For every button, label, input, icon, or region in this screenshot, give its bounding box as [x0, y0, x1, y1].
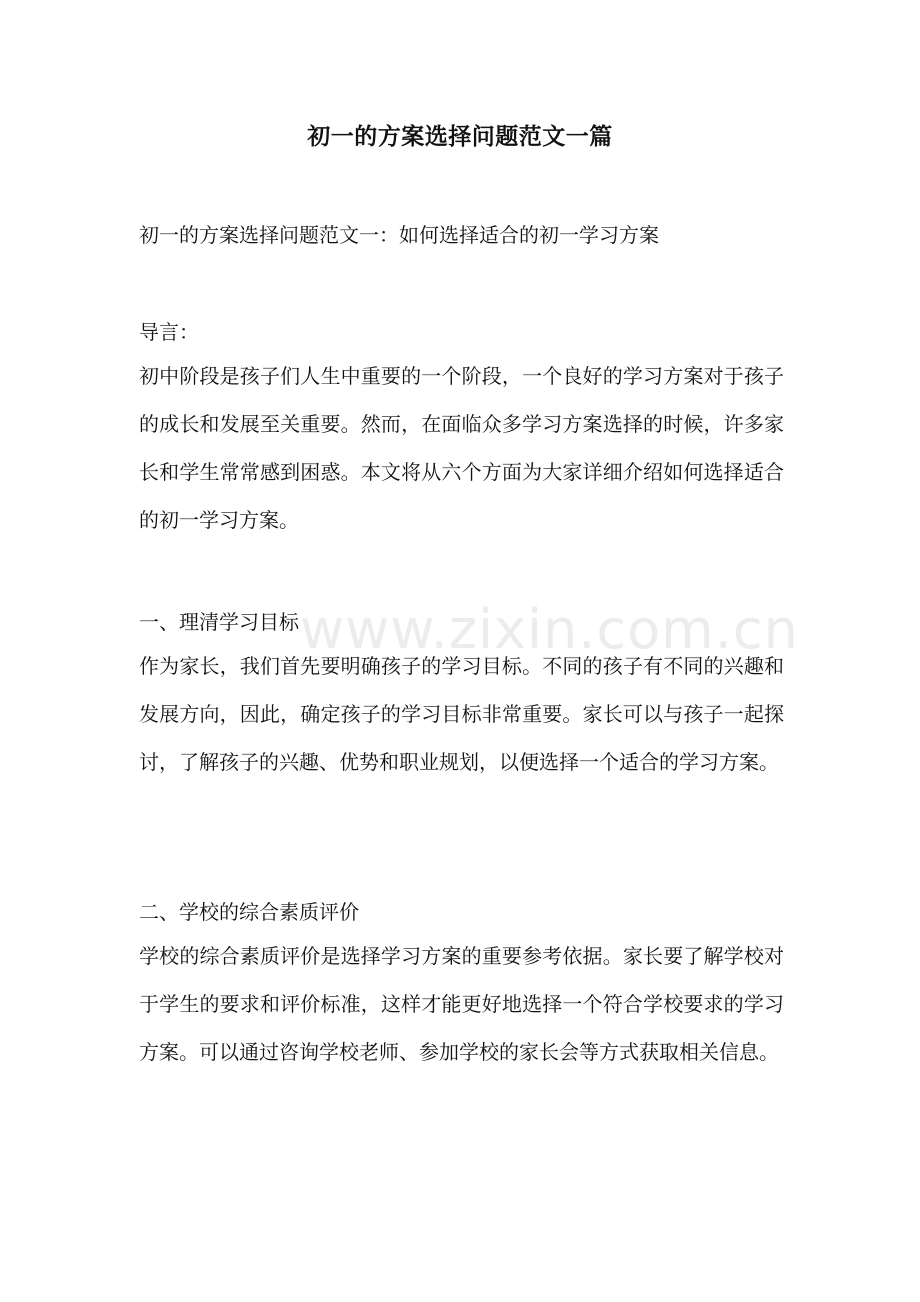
section-1-heading: 一、理清学习目标 [139, 610, 299, 634]
section-2-paragraph: 学校的综合素质评价是选择学习方案的重要参考依据。家长要了解学校对于学生的要求和评价标准，这样才能更好地选择一个符合学校要求的学习方案。可以通过咨询学校老师、参加学校的家长会等方式获取相关信息。 [139, 944, 784, 1064]
watermark: www.zixin.com.cn [300, 598, 799, 661]
intro-paragraph: 初中阶段是孩子们人生中重要的一个阶段，一个良好的学习方案对于孩子的成长和发展至关重要。然而，在面临众多学习方案选择的时候，许多家长和学生常常感到困惑。本文将从六个方面为大家详细介绍如何选择适合的初一学习方案。 [139, 364, 784, 532]
document-subtitle: 初一的方案选择问题范文一：如何选择适合的初一学习方案 [139, 223, 659, 247]
document-title: 初一的方案选择问题范文一篇 [307, 123, 613, 150]
section-2-heading: 二、学校的综合素质评价 [139, 900, 359, 924]
intro-heading: 导言： [139, 320, 199, 344]
section-1-paragraph: 作为家长，我们首先要明确孩子的学习目标。不同的孩子有不同的兴趣和发展方向，因此，确定孩子的学习目标非常重要。家长可以与孩子一起探讨，了解孩子的兴趣、优势和职业规划，以便选择一个适合的学习方案。 [139, 654, 784, 774]
